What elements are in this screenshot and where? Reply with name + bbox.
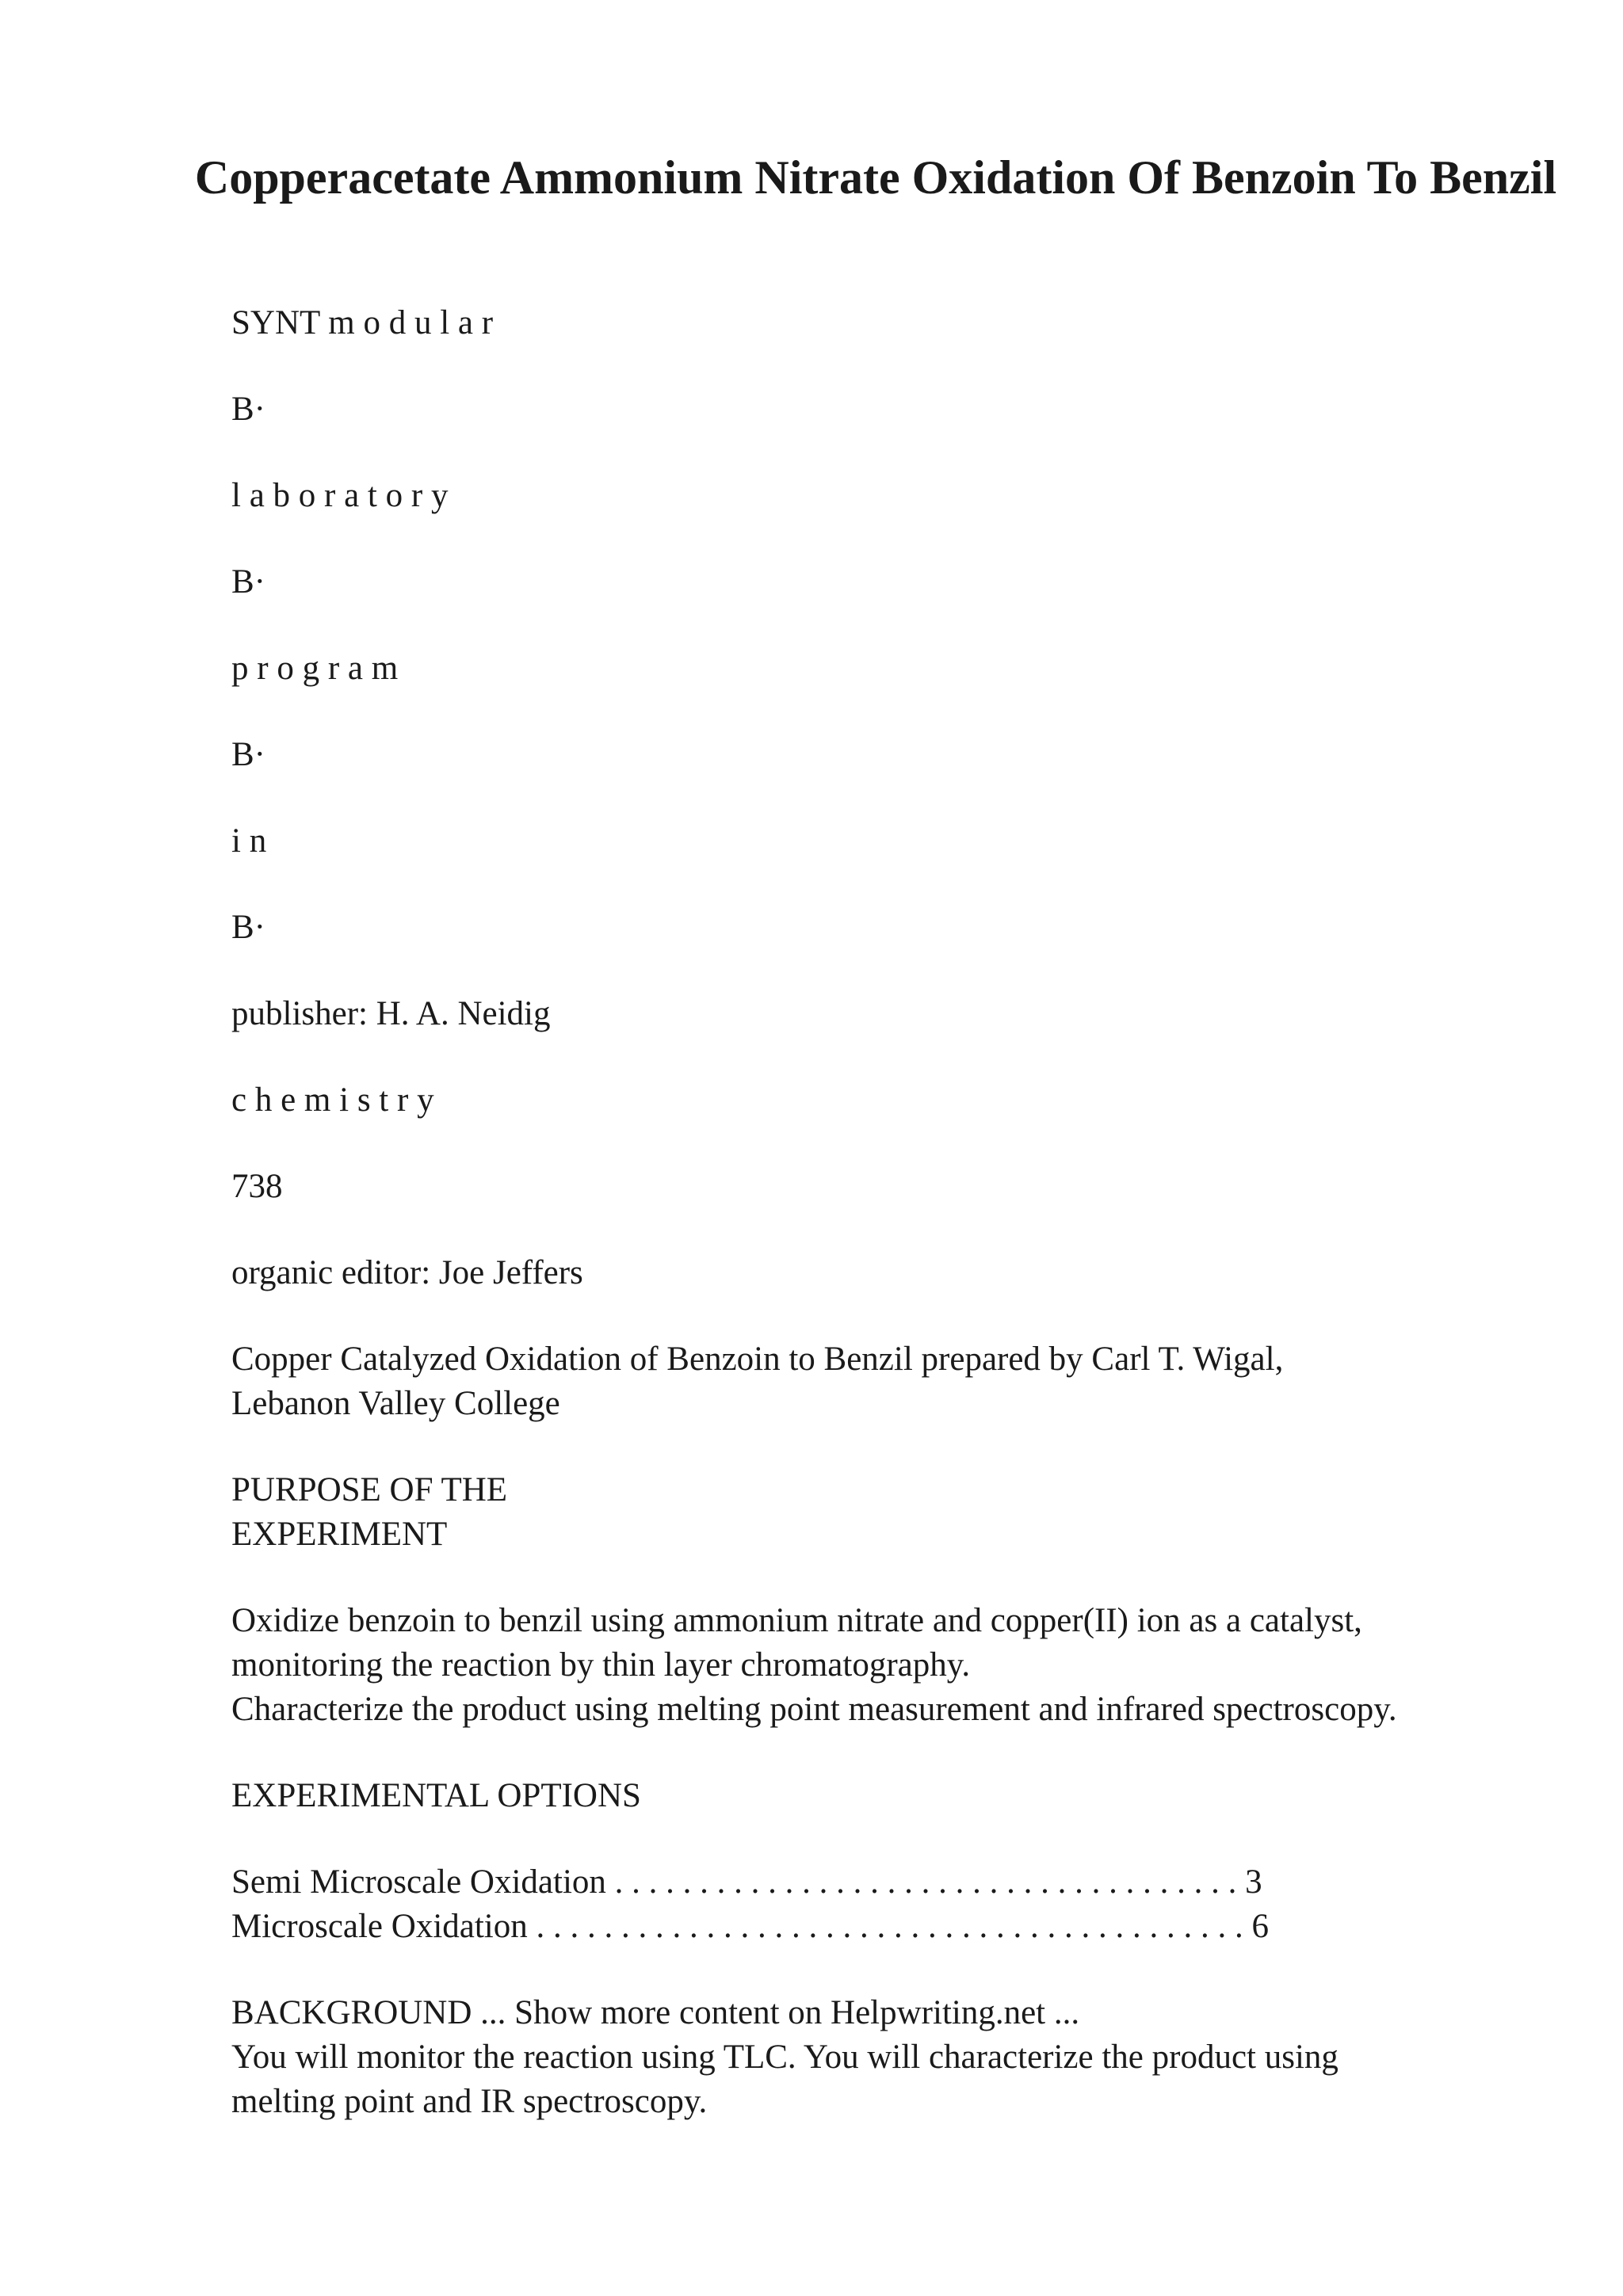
option-microscale: Microscale Oxidation . . . . . . . . . . . . . . . . . . . . . . . . . . . . . . . . . . . . . . . . . . 6 bbox=[231, 1908, 1270, 1945]
document-title: Copperacetate Ammonium Nitrate Oxidation Of Benzoin To Benzil bbox=[194, 151, 1557, 204]
option-semi-microscale: Semi Microscale Oxidation . . . . . . . . . . . . . . . . . . . . . . . . . . . . . . . . . . . . . 3 bbox=[231, 1863, 1262, 1901]
document-body bbox=[231, 301, 1563, 2124]
in-line: i n bbox=[231, 822, 267, 860]
separator-b3: B· bbox=[231, 736, 265, 773]
prepared-by-paragraph: Copper Catalyzed Oxidation of Benzoin to Benzil prepared by Carl T. Wigal, Lebanon Valley College bbox=[231, 1341, 1284, 1422]
separator-b1: B· bbox=[231, 391, 265, 428]
synt-line: SYNT m o d u l a r bbox=[231, 304, 494, 341]
separator-b4: B· bbox=[231, 909, 265, 946]
background-paragraph: BACKGROUND ... Show more content on Helpwriting.net ... You will monitor the reaction using TLC. You will characterize the product using melting point and IR spectroscopy. bbox=[231, 1994, 1338, 2120]
separator-b2: B· bbox=[231, 563, 265, 601]
options-list bbox=[231, 1860, 1563, 1949]
editor-line: organic editor: Joe Jeffers bbox=[231, 1254, 583, 1291]
purpose-heading: PURPOSE OF THE EXPERIMENT bbox=[231, 1471, 508, 1553]
purpose-paragraph: Oxidize benzoin to benzil using ammonium nitrate and copper(II) ion as a catalyst, monitoring the reaction by thin layer chromatography. Characterize the product using melting point measurement and infrared spectroscopy. bbox=[231, 1602, 1397, 1728]
options-heading: EXPERIMENTAL OPTIONS bbox=[231, 1777, 641, 1814]
chemistry-line: c h e m i s t r y bbox=[231, 1081, 434, 1119]
number-line: 738 bbox=[231, 1168, 283, 1205]
publisher-line: publisher: H. A. Neidig bbox=[231, 995, 551, 1032]
program-line: p r o g r a m bbox=[231, 650, 399, 687]
laboratory-line: l a b o r a t o r y bbox=[231, 477, 449, 514]
